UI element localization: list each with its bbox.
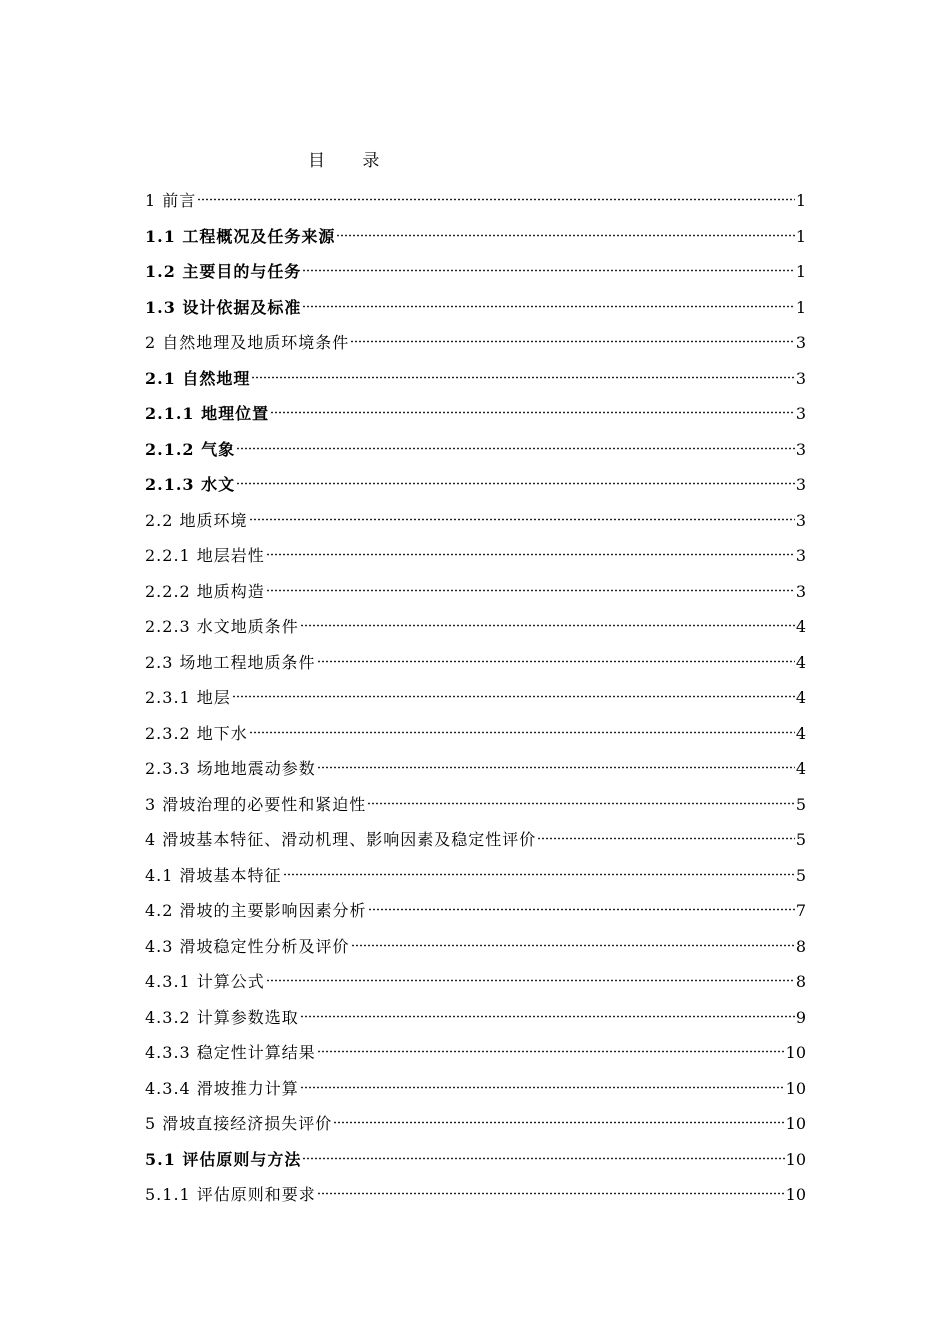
toc-entry-page-number: 3 [795, 475, 806, 494]
toc-entry[interactable] [145, 821, 806, 857]
toc-entry-page-number: 5 [795, 830, 806, 849]
toc-entry-page-number: 3 [795, 333, 806, 352]
dot-leader [336, 218, 794, 242]
toc-entry-label: 1.1 工程概况及任务来源 [145, 226, 336, 246]
toc-entry-label: 4.3.3 稳定性计算结果 [145, 1043, 316, 1062]
toc-entry-page-number: 1 [795, 191, 806, 210]
toc-entry-page-number: 1 [795, 297, 806, 317]
dot-leader [266, 537, 795, 561]
toc-entry-label: 3 滑坡治理的必要性和紧迫性 [145, 794, 367, 814]
dot-leader [300, 999, 795, 1023]
dot-leader [350, 324, 795, 348]
toc-entry-page-number: 3 [795, 368, 806, 388]
toc-entry-page-number: 9 [795, 1007, 806, 1027]
toc-entry[interactable] [145, 679, 806, 715]
toc-entry-label: 4.2 滑坡的主要影响因素分析 [145, 901, 367, 920]
dot-leader [300, 608, 795, 632]
toc-entry[interactable] [145, 360, 806, 396]
toc-entry-page-number: 5 [795, 865, 806, 885]
toc-entry[interactable] [145, 750, 806, 786]
dot-leader [251, 360, 794, 384]
toc-entry-page-number: 8 [795, 972, 806, 991]
toc-entry-page-number: 10 [785, 1114, 806, 1133]
toc-entry[interactable] [145, 963, 806, 999]
toc-entry-label: 2.3.1 地层 [145, 688, 231, 707]
dot-leader [249, 715, 795, 739]
dot-leader [232, 679, 795, 703]
toc-entry-page-number: 10 [785, 1078, 806, 1098]
dot-leader [270, 395, 795, 419]
toc-entry[interactable] [145, 608, 806, 644]
dot-leader [302, 1141, 784, 1165]
toc-entry-label: 2.2.3 水文地质条件 [145, 617, 299, 636]
dot-leader [249, 502, 795, 526]
toc-entry-page-number: 3 [795, 546, 806, 565]
dot-leader [302, 253, 794, 277]
toc-entry[interactable] [145, 1034, 806, 1070]
toc-entry-label: 4.3.4 滑坡推力计算 [145, 1078, 299, 1098]
toc-entry-label: 2.3.2 地下水 [145, 723, 248, 743]
toc-entry[interactable] [145, 537, 806, 573]
toc-entry[interactable] [145, 928, 806, 964]
toc-entry[interactable] [145, 786, 806, 822]
toc-entry-label: 2 自然地理及地质环境条件 [145, 333, 350, 352]
toc-entry-page-number: 4 [795, 688, 806, 707]
toc-entry-page-number: 3 [795, 404, 806, 423]
toc-entry[interactable] [145, 1070, 806, 1106]
toc-title: 目 录 [308, 151, 396, 171]
dot-leader [266, 963, 795, 987]
toc-entry-label: 2.1.1 地理位置 [145, 404, 270, 423]
toc-entry-page-number: 3 [795, 510, 806, 530]
toc-entry-page-number: 10 [785, 1043, 806, 1062]
toc-entry[interactable] [145, 892, 806, 928]
dot-leader [317, 644, 795, 668]
toc-entry-label: 5.1 评估原则与方法 [145, 1149, 302, 1169]
toc-entry-page-number: 3 [795, 581, 806, 601]
toc-entry-page-number: 4 [795, 723, 806, 743]
toc-entry[interactable] [145, 573, 806, 609]
toc-entry-page-number: 4 [795, 652, 806, 672]
dot-leader [236, 431, 795, 455]
toc-entry-page-number: 1 [795, 226, 806, 246]
toc-entry-label: 1 前言 [145, 191, 197, 210]
toc-entry[interactable] [145, 857, 806, 893]
dot-leader [367, 786, 795, 810]
toc-entry-page-number: 10 [785, 1185, 806, 1204]
toc-entry[interactable] [145, 431, 806, 467]
toc-entry-label: 1.2 主要目的与任务 [145, 262, 302, 281]
toc-entry-label: 2.2 地质环境 [145, 510, 248, 530]
toc-entry-label: 4 滑坡基本特征、滑动机理、影响因素及稳定性评价 [145, 830, 537, 849]
toc-entry-page-number: 8 [795, 936, 806, 956]
toc-entry[interactable] [145, 218, 806, 254]
dot-leader [283, 857, 795, 881]
toc-entry-page-number: 5 [795, 794, 806, 814]
toc-entry[interactable] [145, 253, 806, 289]
toc-entry[interactable] [145, 289, 806, 325]
toc-entry[interactable] [145, 1105, 806, 1141]
toc-entry[interactable] [145, 502, 806, 538]
dot-leader [266, 573, 795, 597]
toc-entry-label: 4.3.2 计算参数选取 [145, 1007, 299, 1027]
toc-entry[interactable] [145, 999, 806, 1035]
dot-leader [197, 182, 795, 206]
toc-entry-label: 4.1 滑坡基本特征 [145, 865, 282, 885]
dot-leader [300, 1070, 785, 1094]
toc-entry[interactable] [145, 1176, 806, 1212]
toc-entry-page-number: 10 [785, 1149, 806, 1169]
toc-entry-label: 2.2.1 地层岩性 [145, 546, 265, 565]
dot-leader [537, 821, 795, 845]
table-of-contents [145, 182, 806, 1212]
toc-entry[interactable] [145, 644, 806, 680]
toc-entry-label: 2.1.3 水文 [145, 475, 236, 494]
toc-entry-label: 2.1.2 气象 [145, 439, 236, 459]
dot-leader [302, 289, 794, 313]
toc-entry[interactable] [145, 715, 806, 751]
toc-entry-label: 2.3.3 场地地震动参数 [145, 759, 316, 778]
toc-entry-label: 4.3 滑坡稳定性分析及评价 [145, 936, 350, 956]
toc-entry-label: 2.2.2 地质构造 [145, 581, 265, 601]
toc-entry-page-number: 7 [795, 901, 806, 920]
toc-entry-label: 2.3 场地工程地质条件 [145, 652, 316, 672]
dot-leader [317, 1176, 785, 1200]
dot-leader [317, 1034, 785, 1058]
toc-heading [145, 148, 805, 174]
toc-entry[interactable] [145, 324, 806, 360]
dot-leader [333, 1105, 784, 1129]
toc-entry[interactable] [145, 466, 806, 502]
toc-entry-page-number: 4 [795, 617, 806, 636]
dot-leader [236, 466, 795, 490]
toc-entry-label: 1.3 设计依据及标准 [145, 297, 302, 317]
toc-entry[interactable] [145, 182, 806, 218]
dot-leader [368, 892, 795, 916]
dot-leader [317, 750, 795, 774]
dot-leader [351, 928, 795, 952]
toc-entry-page-number: 4 [795, 759, 806, 778]
toc-entry[interactable] [145, 395, 806, 431]
toc-entry-label: 4.3.1 计算公式 [145, 972, 265, 991]
toc-entry-label: 5 滑坡直接经济损失评价 [145, 1114, 333, 1133]
toc-entry[interactable] [145, 1141, 806, 1177]
toc-entry-label: 2.1 自然地理 [145, 368, 251, 388]
toc-entry-page-number: 3 [795, 439, 806, 459]
toc-entry-page-number: 1 [795, 262, 806, 281]
toc-entry-label: 5.1.1 评估原则和要求 [145, 1185, 316, 1204]
